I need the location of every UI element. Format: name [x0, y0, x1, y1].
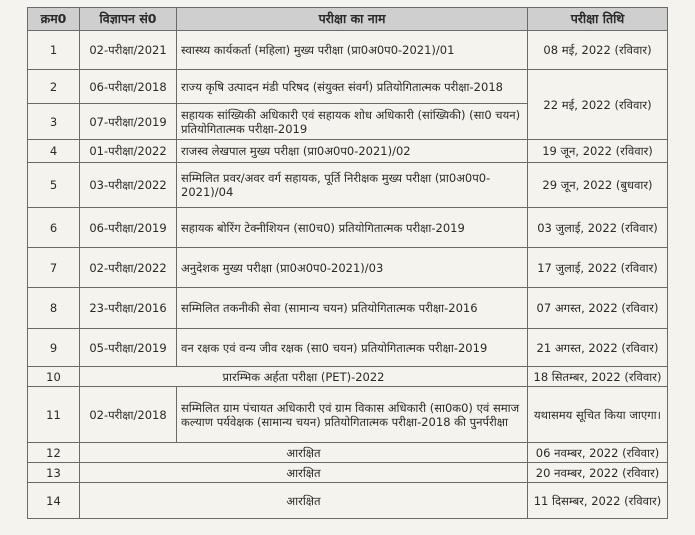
- header-serial: क्रम0: [28, 8, 80, 31]
- cell-serial: 9: [28, 329, 80, 367]
- cell-advt-no: 05-परीक्षा/2019: [80, 329, 177, 367]
- cell-exam-date: 22 मई, 2022 (रविवार): [528, 70, 668, 140]
- cell-exam-name: आरक्षित: [80, 463, 528, 483]
- cell-advt-no: 02-परीक्षा/2018: [80, 387, 177, 443]
- table-row: [28, 31, 668, 70]
- cell-serial: 10: [28, 367, 80, 387]
- cell-exam-date: 19 जून, 2022 (रविवार): [528, 140, 668, 163]
- table-row: [28, 288, 668, 329]
- cell-serial: 1: [28, 31, 80, 70]
- table-row: [28, 163, 668, 208]
- cell-exam-date: 06 नवम्बर, 2022 (रविवार): [528, 443, 668, 463]
- cell-exam-name: अनुदेशक मुख्य परीक्षा (प्रा0अ0प0-2021)/03: [177, 248, 528, 288]
- cell-exam-name: राज्य कृषि उत्पादन मंडी परिषद (संयुक्त संवर्ग) प्रतियोगितात्मक परीक्षा-2018: [177, 70, 528, 104]
- cell-advt-no: 02-परीक्षा/2021: [80, 31, 177, 70]
- cell-advt-no: 03-परीक्षा/2022: [80, 163, 177, 208]
- cell-exam-name: प्रारम्भिक अर्हता परीक्षा (PET)-2022: [80, 367, 528, 387]
- cell-exam-name: सम्मिलित प्रवर/अवर वर्ग सहायक, पूर्ति निरीक्षक मुख्य परीक्षा (प्रा0अ0प0-2021)/04: [177, 163, 528, 208]
- cell-exam-date: 21 अगस्त, 2022 (रविवार): [528, 329, 668, 367]
- table-row: [28, 70, 668, 104]
- cell-serial: 7: [28, 248, 80, 288]
- cell-exam-date: 17 जुलाई, 2022 (रविवार): [528, 248, 668, 288]
- table-row: [28, 248, 668, 288]
- cell-serial: 4: [28, 140, 80, 163]
- table-row: [28, 208, 668, 248]
- cell-exam-name: सम्मिलित तकनीकी सेवा (सामान्य चयन) प्रतियोगितात्मक परीक्षा-2016: [177, 288, 528, 329]
- cell-advt-no: 02-परीक्षा/2022: [80, 248, 177, 288]
- cell-exam-name: राजस्व लेखपाल मुख्य परीक्षा (प्रा0अ0प0-2021)/02: [177, 140, 528, 163]
- cell-advt-no: 23-परीक्षा/2016: [80, 288, 177, 329]
- exam-schedule-table: [27, 7, 668, 519]
- table-row: [28, 387, 668, 443]
- table-row: [28, 367, 668, 387]
- cell-exam-date: 03 जुलाई, 2022 (रविवार): [528, 208, 668, 248]
- table-row: [28, 463, 668, 483]
- header-advt-no: विज्ञापन सं0: [80, 8, 177, 31]
- cell-advt-no: 01-परीक्षा/2022: [80, 140, 177, 163]
- table-row: [28, 140, 668, 163]
- table-row: [28, 329, 668, 367]
- cell-advt-no: 06-परीक्षा/2019: [80, 208, 177, 248]
- cell-exam-name: आरक्षित: [80, 483, 528, 519]
- cell-serial: 8: [28, 288, 80, 329]
- cell-exam-date: 08 मई, 2022 (रविवार): [528, 31, 668, 70]
- cell-exam-date: 11 दिसम्बर, 2022 (रविवार): [528, 483, 668, 519]
- cell-serial: 6: [28, 208, 80, 248]
- cell-exam-name: सहायक बोरिंग टेक्नीशियन (सा0च0) प्रतियोगितात्मक परीक्षा-2019: [177, 208, 528, 248]
- cell-exam-name: आरक्षित: [80, 443, 528, 463]
- cell-serial: 2: [28, 70, 80, 104]
- cell-advt-no: 07-परीक्षा/2019: [80, 104, 177, 140]
- cell-exam-date: 20 नवम्बर, 2022 (रविवार): [528, 463, 668, 483]
- cell-serial: 3: [28, 104, 80, 140]
- cell-exam-name: स्वास्थ्य कार्यकर्ता (महिला) मुख्य परीक्षा (प्रा0अ0प0-2021)/01: [177, 31, 528, 70]
- cell-exam-date: यथासमय सूचित किया जाएगा।: [528, 387, 668, 443]
- table-row: [28, 483, 668, 519]
- header-exam-name: परीक्षा का नाम: [177, 8, 528, 31]
- cell-exam-date: 29 जून, 2022 (बुधवार): [528, 163, 668, 208]
- header-row: [28, 8, 668, 31]
- cell-exam-name: वन रक्षक एवं वन्य जीव रक्षक (सा0 चयन) प्रतियोगितात्मक परीक्षा-2019: [177, 329, 528, 367]
- cell-serial: 12: [28, 443, 80, 463]
- cell-exam-name: सहायक सांख्यिकी अधिकारी एवं सहायक शोध अधिकारी (सांख्यिकी) (सा0 चयन) प्रतियोगितात्मक परीक्षा-2019: [177, 104, 528, 140]
- cell-exam-name: सम्मिलित ग्राम पंचायत अधिकारी एवं ग्राम विकास अधिकारी (सा0क0) एवं समाज कल्याण पर्यवेक्षक (सामान्य चयन) प्रतियोगितात्मक परीक्षा-2018 की पुनर्परीक्षा: [177, 387, 528, 443]
- cell-exam-date: 18 सितम्बर, 2022 (रविवार): [528, 367, 668, 387]
- cell-exam-date: 07 अगस्त, 2022 (रविवार): [528, 288, 668, 329]
- table-row: [28, 443, 668, 463]
- cell-serial: 5: [28, 163, 80, 208]
- header-exam-date: परीक्षा तिथि: [528, 8, 668, 31]
- cell-serial: 11: [28, 387, 80, 443]
- cell-advt-no: 06-परीक्षा/2018: [80, 70, 177, 104]
- cell-serial: 13: [28, 463, 80, 483]
- cell-serial: 14: [28, 483, 80, 519]
